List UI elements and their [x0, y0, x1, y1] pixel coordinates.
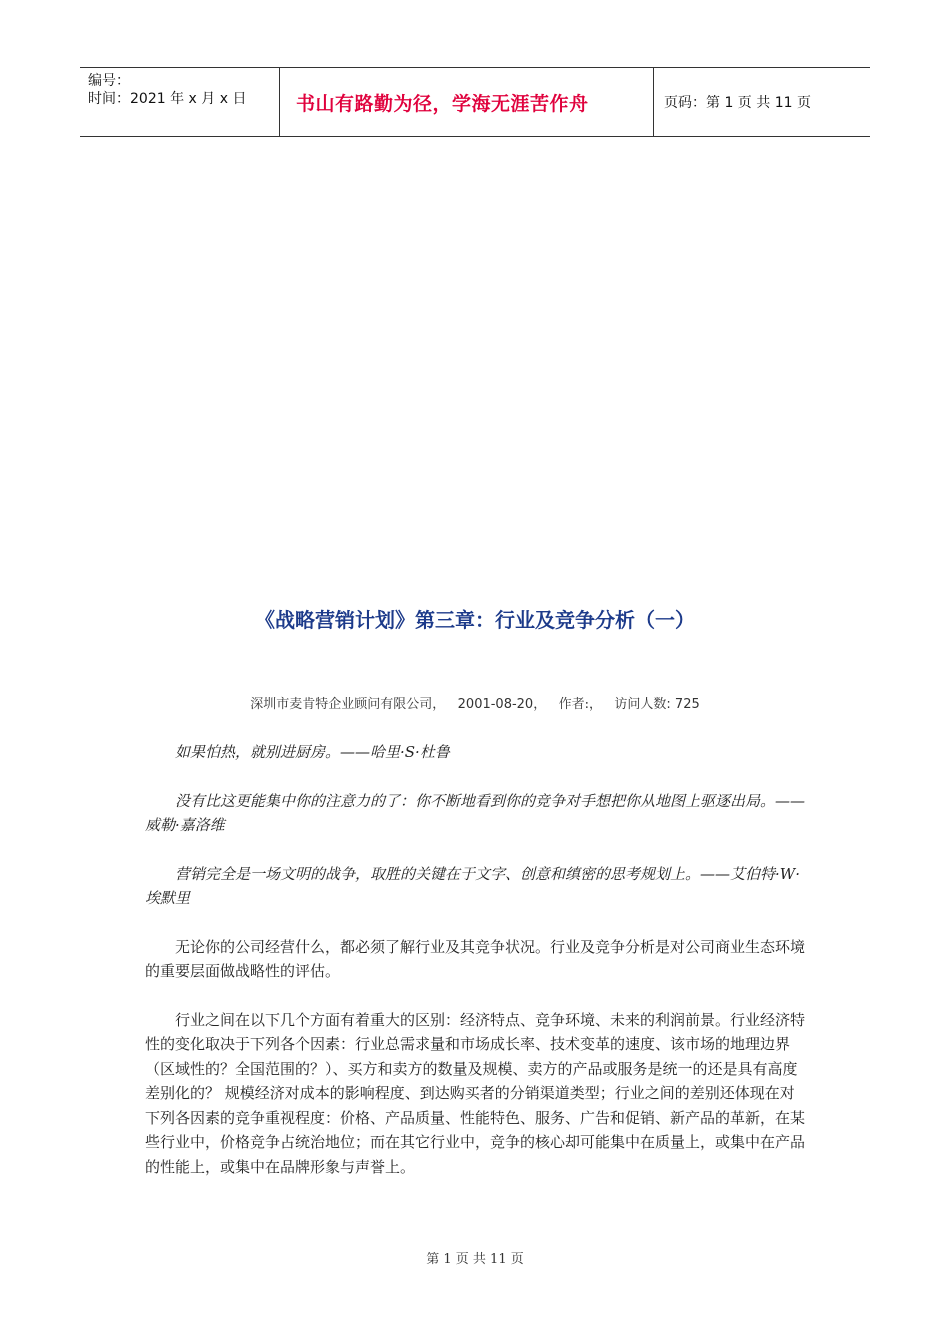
- body-paragraph: 行业之间在以下几个方面有着重大的区别：经济特点、竞争环境、未来的利润前景。行业经济特性的变化取决于下列各个因素：行业总需求量和市场成长率、技术变革的速度、该市场的地理边界（区域性的？全国范围的？）、买方和卖方的数量及规模、卖方的产品或服务是统一的还是具有高度差别化的？ 规模经济对成本的影响程度、到达购买者的分销渠道类型；行业之间的差别还体现在对下列各因素的竞争重视程度：价格、产品质量、性能特色、服务、广告和促销、新产品的革新，在某些行业中，价格竞争占统治地位；而在其它行业中，竞争的核心却可能集中在质量上，或集中在产品的性能上，或集中在品牌形象与声誉上。: [145, 1010, 806, 1176]
- header-info-cell: [80, 68, 280, 136]
- quote-paragraph: 如果怕热，就别进厨房。——哈里·S·杜鲁: [175, 743, 450, 761]
- meta-author: 作者:，: [558, 697, 603, 712]
- document-date: 时间：2021 年 x 月 x 日: [88, 91, 247, 107]
- meta-date: 2001-08-20，: [457, 697, 547, 712]
- body-paragraph: 无论你的公司经营什么，都必须了解行业及其竞争状况。行业及竞争分析是对公司商业生态环境的重要层面做战略性的评估。: [145, 937, 806, 980]
- header-table: [80, 67, 870, 137]
- header-motto: 书山有路勤为径，学海无涯苦作舟: [280, 68, 654, 136]
- document-title: 《战略营销计划》第三章：行业及竞争分析（一）: [255, 608, 695, 632]
- document-number: 编号：: [88, 73, 130, 89]
- meta-visits: 访问人数: 725: [614, 697, 700, 712]
- article-meta: [0, 693, 950, 712]
- quote-paragraph: 营销完全是一场文明的战争，取胜的关键在于文字、创意和缜密的思考规划上。——艾伯特·W·埃默里: [145, 864, 800, 907]
- meta-source: 深圳市麦肯特企业顾问有限公司，: [250, 697, 446, 712]
- page-footer: 第 1 页 共 11 页: [426, 1252, 524, 1267]
- article-body: [145, 740, 805, 1203]
- quote-paragraph: 没有比这更能集中你的注意力的了：你不断地看到你的竞争对手想把你从地图上驱逐出局。——威勒·嘉洛维: [145, 791, 806, 834]
- header-page-number: 页码：第 1 页 共 11 页: [664, 95, 811, 111]
